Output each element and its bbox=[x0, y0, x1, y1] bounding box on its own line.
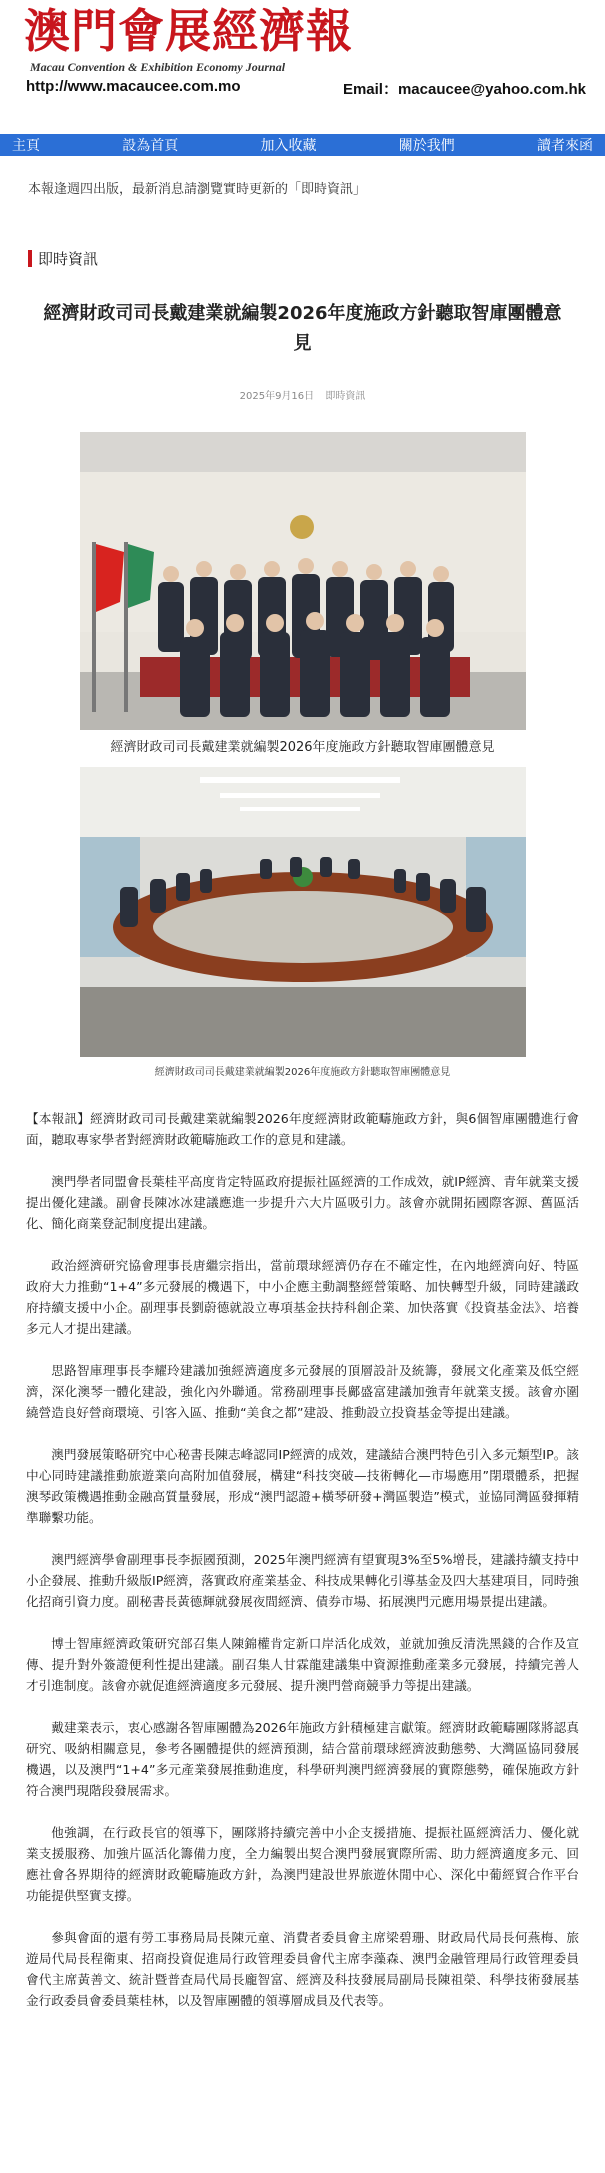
article-category[interactable]: 即時資訊 bbox=[325, 391, 366, 402]
nav-home[interactable]: 主頁 bbox=[12, 138, 40, 154]
article-paragraph: 思路智庫理事長李耀玲建議加強經濟適度多元發展的頂層設計及統籌，發展文化產業及低空經濟，深化澳琴一體化建設，強化內外聯通。常務副理事長鄺盛富建議加強青年就業支援。該會亦圍繞營造良好營商環境、引客入區、推動“美食之都”建設、推動設立投資基金等提出建議。 bbox=[26, 1363, 579, 1420]
photo-caption-2: 經濟財政司司長戴建業就編製2026年度施政方針聽取智庫團體意見 bbox=[154, 1067, 451, 1078]
article-title: 經濟財政司司長戴建業就編製2026年度施政方針聽取智庫團體意見 bbox=[43, 303, 562, 354]
article-paragraph: 澳門學者同盟會長葉桂平高度肯定特區政府提振社區經濟的工作成效，就IP經濟、青年就業支援提出優化建議。副會長陳冰冰建議應進一步提升六大片區吸引力。該會亦就開拓國際客源、舊區活化、簡化商業登記制度提出建議。 bbox=[26, 1174, 579, 1231]
email-link[interactable]: Email：macaucee@yahoo.com.hk bbox=[342, 81, 586, 98]
website-link[interactable]: http://www.macaucee.com.mo bbox=[26, 78, 241, 95]
article-paragraph: 政治經濟研究協會理事長唐繼宗指出，當前環球經濟仍存在不確定性，在內地經濟向好、特區政府大力推動“1+4”多元發展的機遇下，中小企應主動調整經營策略、加快轉型升級，同時建議政府持續支援中小企。副理事長劉蔚德就設立專項基金扶持科創企業、加快落實《投資基金法》、培養多元人才提出建議。 bbox=[26, 1258, 579, 1336]
article-body bbox=[26, 1108, 579, 2011]
meeting-photo bbox=[80, 767, 526, 1057]
section-marker bbox=[28, 250, 32, 267]
article-paragraph: 博士智庫經濟政策研究部召集人陳錦權肯定新口岸活化成效，並就加強反清洗黑錢的合作及宣傳、提升對外簽證便利性提出建議。副召集人甘霖龍建議集中資源推動產業多元發展，持續完善人才引進制度。該會亦就促進經濟適度多元發展、提升澳門營商競爭力等提出建議。 bbox=[26, 1636, 579, 1693]
article-paragraph: 參與會面的還有勞工事務局局長陳元童、消費者委員會主席梁碧珊、財政局代局長何燕梅、旅遊局代局長程衛東、招商投資促進局行政管理委員會代主席李藻森、澳門金融管理局行政管理委員會代主席黃善文、統計暨普查局代局長龐智富、經濟及科技發展局副局長陳祖榮、科學技術發展基金行政委員會委員葉桂林，以及智庫團體的領導層成員及代表等。 bbox=[26, 1930, 579, 2008]
article-paragraph: 戴建業表示，衷心感謝各智庫團體為2026年施政方針積極建言獻策。經濟財政範疇團隊將認真研究、吸納相關意見，參考各團體提供的經濟預測，結合當前環球經濟波動態勢、大灣區協同發展機遇，以及澳門“1+4”多元產業發展推動進度，科學研判澳門經濟發展的實際態勢，確保施政方針符合澳門現階段發展需求。 bbox=[26, 1720, 579, 1798]
contact-bar bbox=[26, 78, 586, 99]
masthead-subtitle: Macau Convention & Exhibition Economy Journal bbox=[30, 60, 286, 74]
nav-reader-letters[interactable]: 讀者來函 bbox=[537, 138, 593, 154]
article-paragraph: 他強調，在行政長官的領導下，團隊將持續完善中小企支援措施、提振社區經濟活力、優化就業支援服務、加強片區活化籌備力度，全力編製出契合澳門發展實際所需、助力經濟適度多元、回應社會各界期待的經濟財政範疇施政方針，為澳門建設世界旅遊休閒中心、深化中葡經貿合作平台功能提供堅實支撐。 bbox=[26, 1825, 579, 1903]
photo-caption-1: 經濟財政司司長戴建業就編製2026年度施政方針聽取智庫團體意見 bbox=[110, 740, 495, 755]
article-meta bbox=[0, 387, 605, 402]
article-paragraph: 澳門經濟學會副理事長李振國預測，2025年澳門經濟有望實現3%至5%增長，建議持續支持中小企發展、推動升級版IP經濟，落實政府產業基金、科技成果轉化引導基金及四大基建項目，同時強化招商引資力度。副秘書長黃德輝就發展夜間經濟、債券市場、拓展澳門元應用場景提出建議。 bbox=[26, 1552, 579, 1609]
group-photo bbox=[80, 432, 526, 730]
section-label: 即時資訊 bbox=[38, 250, 99, 268]
publication-notice: 本報逢週四出版，最新消息請瀏覽實時更新的「即時資訊」 bbox=[28, 182, 367, 197]
article-paragraph: 澳門發展策略研究中心秘書長陳志峰認同IP經濟的成效，建議結合澳門特色引入多元類型IP。該中心同時建議推動旅遊業向高附加值發展，構建“科技突破—技術轉化—市場應用”閉環體系，把握澳琴政策機遇推動金融高質量發展，形成“澳門認證+橫琴研發+灣區製造”模式，並協同灣區發揮精準聯繫功能。 bbox=[26, 1447, 579, 1525]
nav-add-favorite[interactable]: 加入收藏 bbox=[260, 138, 317, 154]
nav-set-homepage[interactable]: 設為首頁 bbox=[122, 138, 179, 154]
masthead-logo[interactable]: 澳門會展經濟報 bbox=[24, 4, 353, 58]
nav-about-us[interactable]: 關於我們 bbox=[398, 138, 455, 154]
article-date: 2025年9月16日 bbox=[239, 391, 315, 402]
section-heading bbox=[28, 248, 605, 269]
site-header bbox=[0, 0, 605, 96]
main-nav bbox=[0, 134, 605, 156]
article-paragraph: 【本報訊】經濟財政司司長戴建業就編製2026年度經濟財政範疇施政方針，與6個智庫團體進行會面，聽取專家學者對經濟財政範疇施政工作的意見和建議。 bbox=[26, 1111, 579, 1147]
